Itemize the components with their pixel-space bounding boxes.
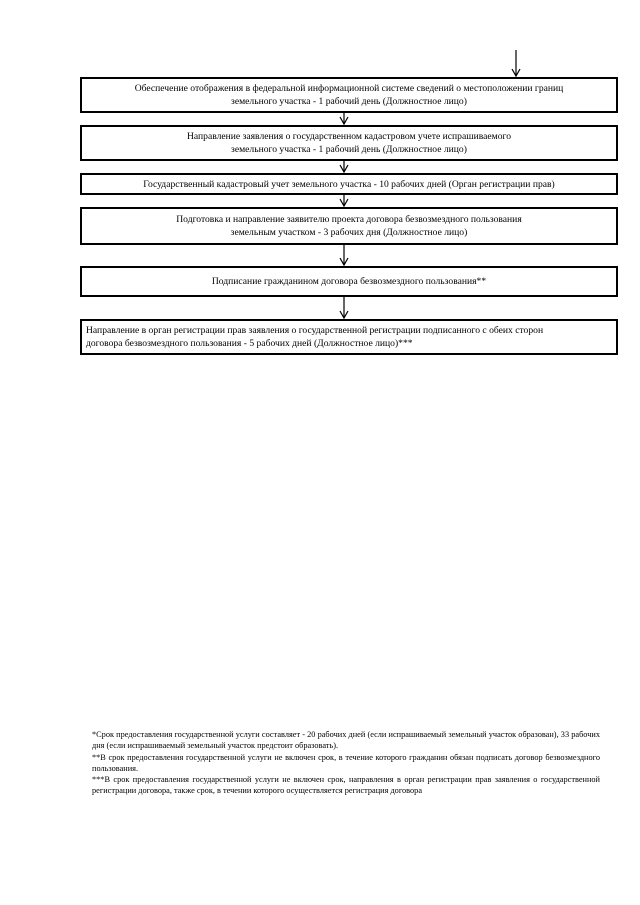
footnotes	[92, 729, 600, 797]
flow-step-display-boundaries	[80, 77, 618, 113]
flow-step-submit-registration	[80, 319, 618, 355]
flow-step-text: договора безвозмездного пользования - 5 рабочих дней (Должностное лицо)***	[86, 338, 413, 349]
flow-step-text: земельного участка - 1 рабочий день (Должностное лицо)	[231, 144, 467, 155]
flow-step-text: Направление в орган регистрации прав заявления о государственной регистрации подписанного с обеих сторон	[86, 325, 544, 336]
flow-step-text: Подготовка и направление заявителю проекта договора безвозмездного пользования	[176, 214, 522, 225]
flow-step-send-cadastral-application	[80, 125, 618, 161]
flow-step-text: Направление заявления о государственном кадастровом учете испрашиваемого	[186, 131, 512, 142]
footnote-registration-term: ***В срок предоставления государственной услуги не включен срок, направления в орган регистрации прав заявления о государственной регистрации договора, также срок, в течении которого осуществляется регистрация договора	[92, 775, 600, 796]
flow-step-text: Обеспечение отображения в федеральной информационной системе сведений о местоположении границ	[134, 83, 564, 94]
footnote-service-term: *Срок предоставления государственной услуги составляет - 20 рабочих дней (если испрашиваемый земельный участок образован), 33 рабочих дня (если испрашиваемый земельный участок предстоит образовать).	[92, 730, 600, 751]
flow-step-text: Подписание гражданином договора безвозмездного пользования**	[211, 276, 487, 287]
flow-step-text: земельным участком - 3 рабочих дня (Должностное лицо)	[230, 227, 468, 238]
flow-step-text: Государственный кадастровый учет земельного участка - 10 рабочих дней (Орган регистрации прав)	[143, 178, 555, 190]
flow-step-text: земельного участка - 1 рабочий день (Должностное лицо)	[231, 96, 467, 107]
flow-step-sign-contract	[80, 266, 618, 297]
footnote-signing-term: **В срок предоставления государственной услуги не включен срок, в течение которого гражданин обязан подписать договор безвозмездного пользования.	[92, 752, 600, 773]
flow-step-cadastral-registration	[80, 173, 618, 195]
flow-step-prepare-contract	[80, 207, 618, 245]
